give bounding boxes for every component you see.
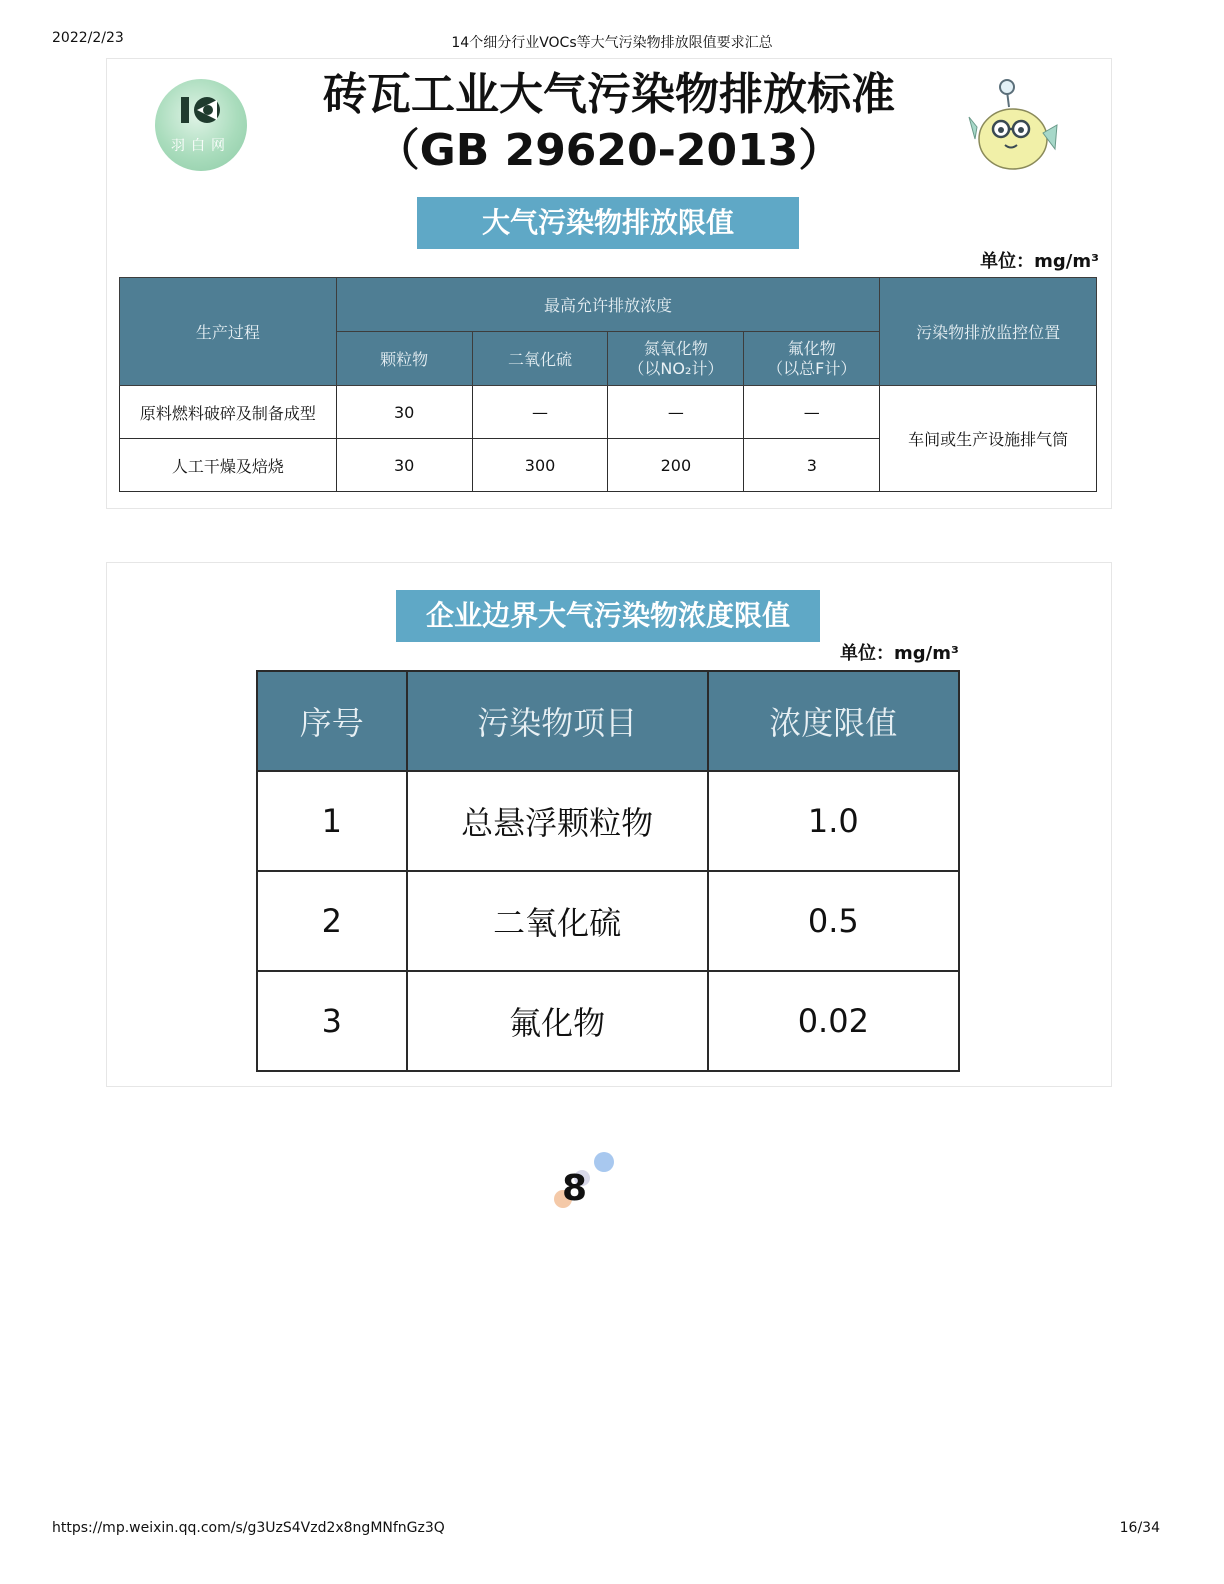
table-row (257, 871, 959, 971)
header-limit: 浓度限值 (708, 671, 959, 771)
title-line-1: 砖瓦工业大气污染物排放标准 (323, 69, 895, 120)
boundary-limits-card (106, 562, 1112, 1087)
cell-limit: 0.5 (708, 871, 959, 971)
cell-monitor-location: 车间或生产设施排气筒 (880, 386, 1097, 492)
cell-no: 3 (257, 971, 407, 1071)
page-marker (552, 1148, 622, 1212)
print-header (0, 30, 1224, 50)
cell-fluoride: 3 (744, 439, 880, 492)
header-fluoride-basis: （以总F计） (767, 358, 857, 378)
print-url[interactable]: https://mp.weixin.qq.com/s/g3UzS4Vzd2x8ngMNfnGz3Q (52, 1520, 445, 1536)
cell-so2: 300 (472, 439, 608, 492)
header-monitor-location: 污染物排放监控位置 (880, 278, 1097, 386)
cell-no: 2 (257, 871, 407, 971)
header-fluoride (744, 332, 880, 386)
logo-mark-icon (179, 91, 225, 129)
header-process: 生产过程 (120, 278, 337, 386)
cell-process: 原料燃料破碎及制备成型 (120, 386, 337, 439)
cell-limit: 0.02 (708, 971, 959, 1071)
unit-label: 单位：mg/m³ (980, 251, 1099, 272)
site-logo (155, 79, 247, 171)
logo-text: 羽白网 (171, 138, 231, 154)
cell-no: 1 (257, 771, 407, 871)
section-banner-boundary-limits: 企业边界大气污染物浓度限值 (396, 590, 820, 642)
cell-item: 总悬浮颗粒物 (407, 771, 708, 871)
unit-label: 单位：mg/m³ (840, 643, 959, 664)
emission-limits-table (119, 277, 1097, 492)
cell-item: 氟化物 (407, 971, 708, 1071)
cell-process: 人工干燥及焙烧 (120, 439, 337, 492)
header-so2: 二氧化硫 (472, 332, 608, 386)
boundary-limits-table (256, 670, 960, 1072)
cell-particulate: 30 (336, 386, 472, 439)
print-date: 2022/2/23 (52, 30, 124, 46)
print-doc-title: 14个细分行业VOCs等大气污染物排放限值要求汇总 (451, 35, 773, 51)
page-title (287, 67, 931, 179)
mascot-fish-icon (967, 77, 1059, 173)
cell-particulate: 30 (336, 439, 472, 492)
header-nox (608, 332, 744, 386)
header-fluoride-name: 氟化物 (787, 338, 836, 358)
cell-so2: — (472, 386, 608, 439)
table-row (257, 771, 959, 871)
header-max-concentration: 最高允许排放浓度 (336, 278, 879, 332)
section-banner-emission-limits: 大气污染物排放限值 (417, 197, 799, 249)
cell-item: 二氧化硫 (407, 871, 708, 971)
header-item: 污染物项目 (407, 671, 708, 771)
print-page-number: 16/34 (1119, 1520, 1160, 1536)
header-nox-name: 氮氧化物 (643, 338, 708, 358)
header-particulate: 颗粒物 (336, 332, 472, 386)
cell-fluoride: — (744, 386, 880, 439)
title-line-2: （GB 29620-2013） (375, 125, 843, 176)
cell-limit: 1.0 (708, 771, 959, 871)
page-marker-number: 8 (562, 1168, 588, 1209)
header-no: 序号 (257, 671, 407, 771)
table-row (257, 971, 959, 1071)
decor-dot-icon (594, 1152, 614, 1172)
table-row (120, 386, 1097, 439)
cell-nox: 200 (608, 439, 744, 492)
standard-card (106, 58, 1112, 509)
cell-nox: — (608, 386, 744, 439)
header-nox-basis: （以NO₂计） (628, 358, 724, 378)
